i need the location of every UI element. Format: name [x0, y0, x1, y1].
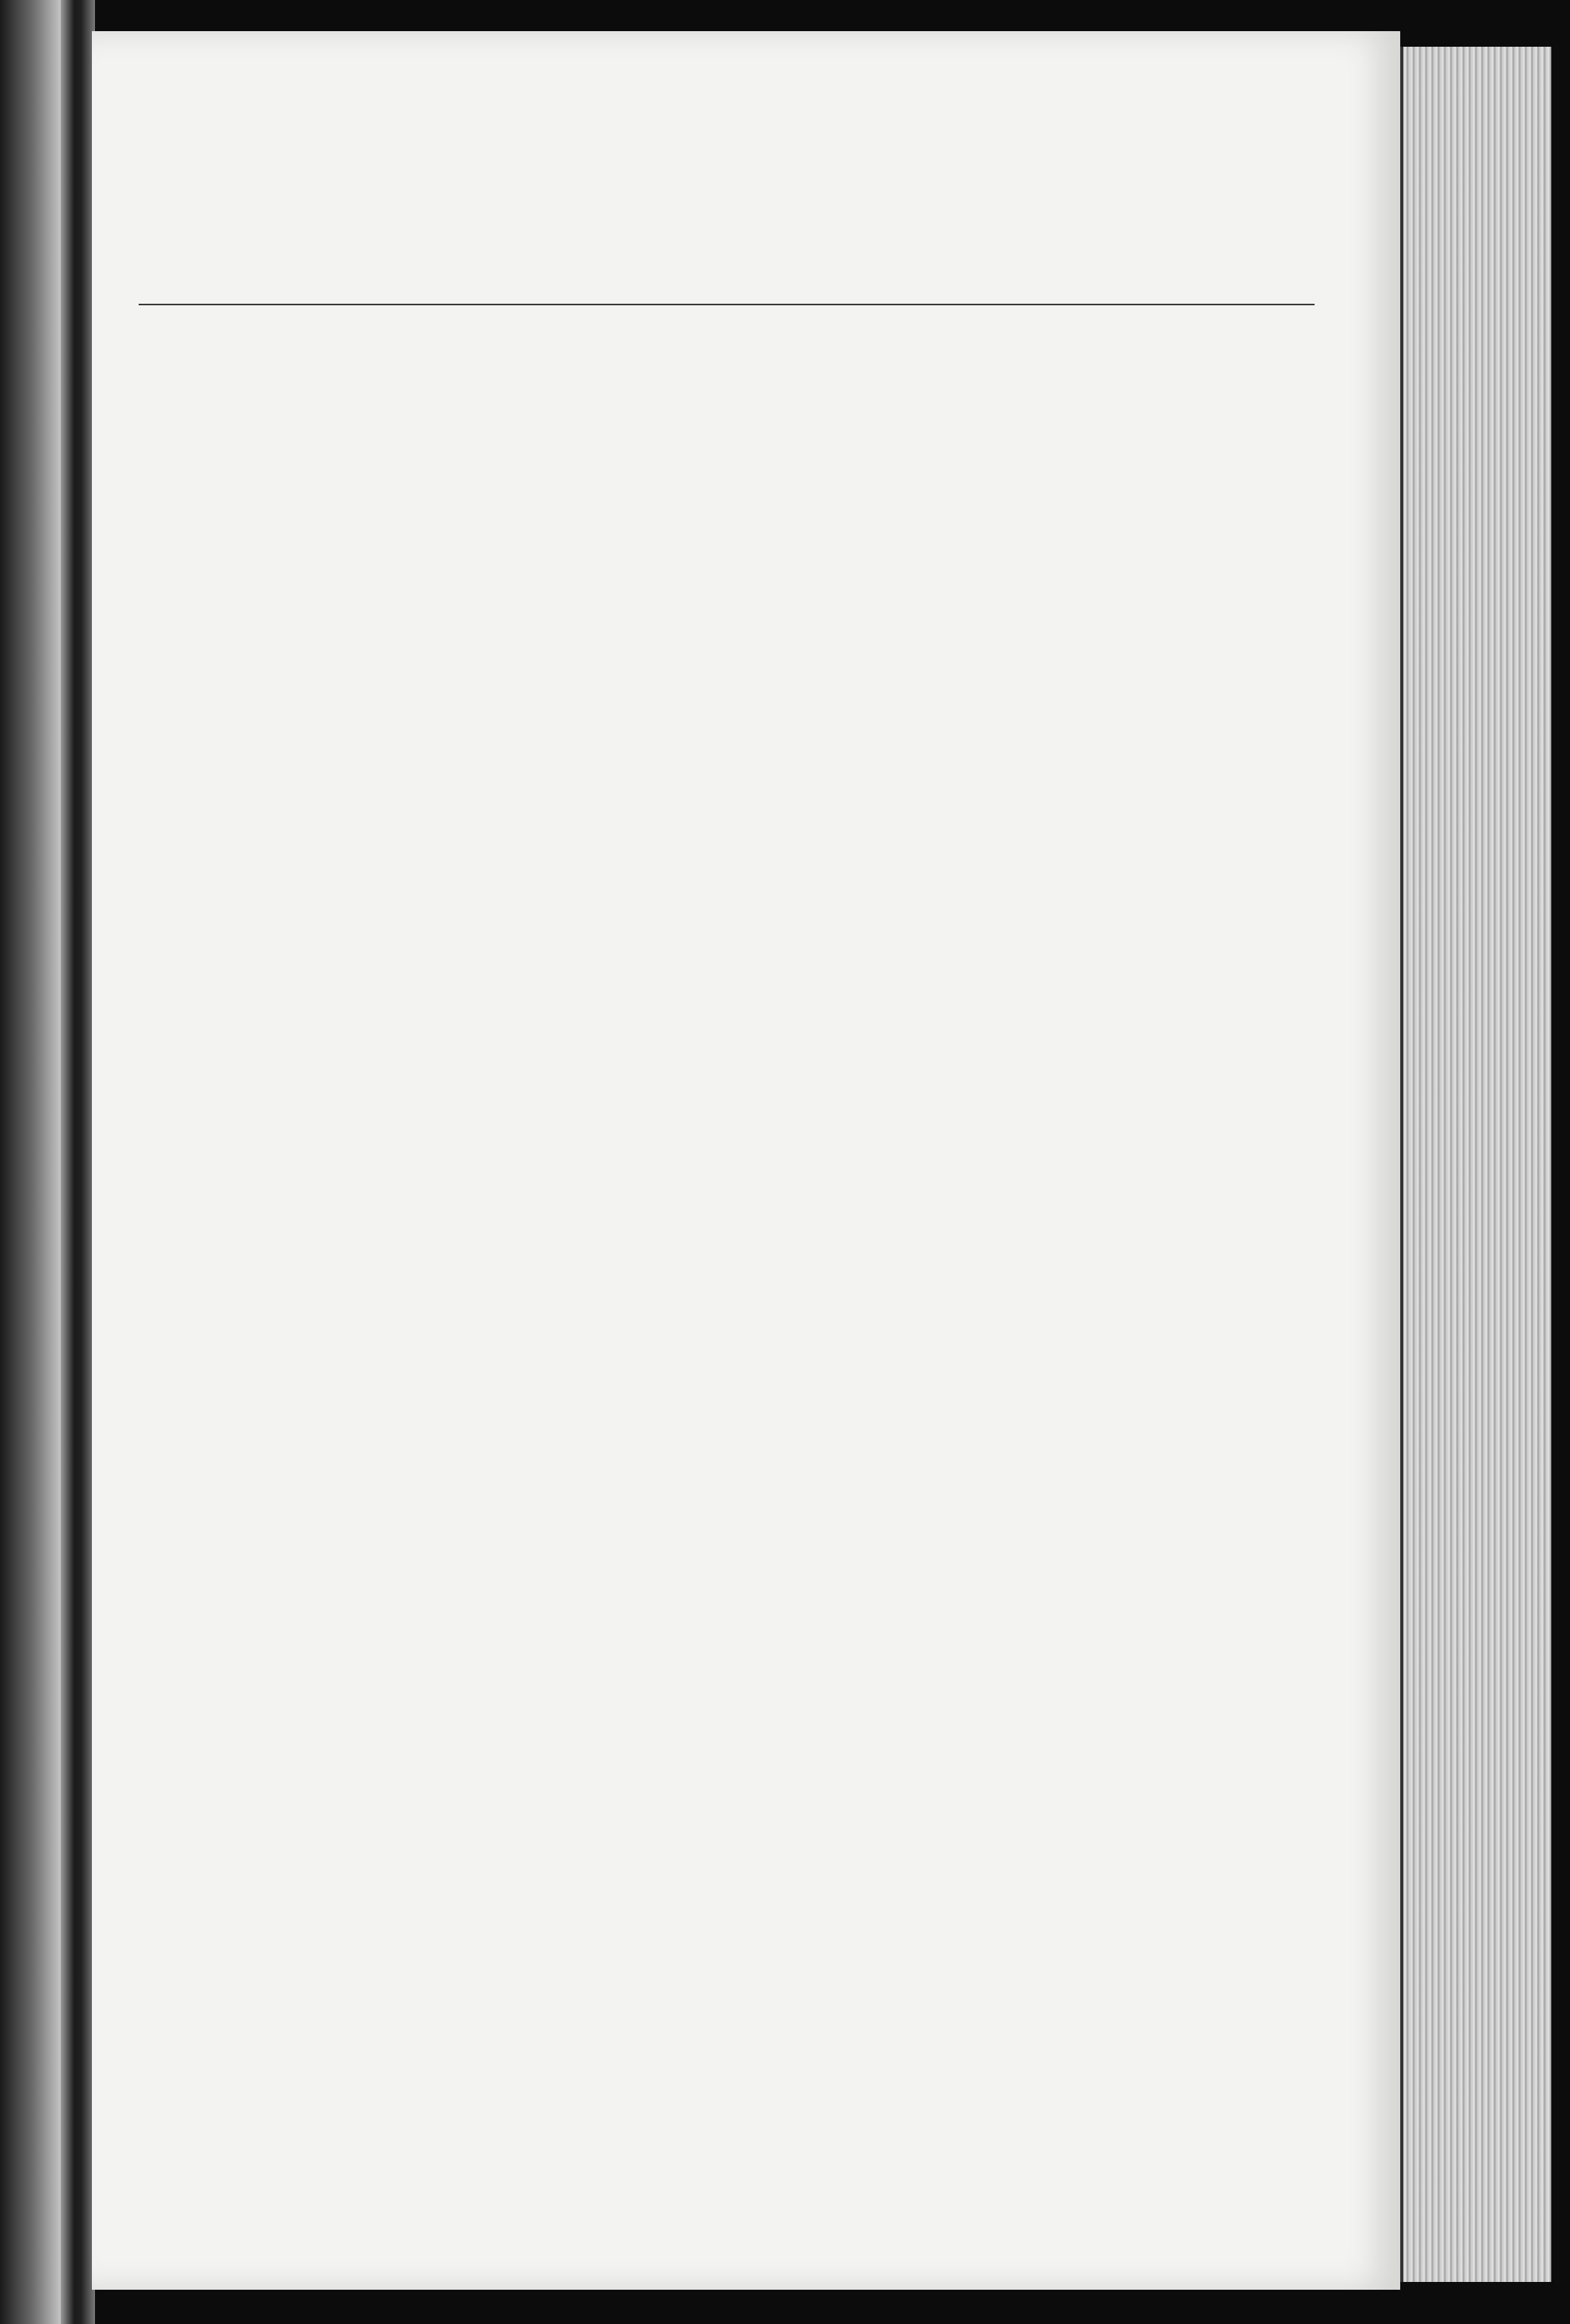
ministers-list: [92, 31, 1400, 2290]
book-page: [92, 31, 1400, 2290]
book-gutter: [61, 0, 95, 2324]
page-block-edge: [1400, 47, 1551, 2282]
